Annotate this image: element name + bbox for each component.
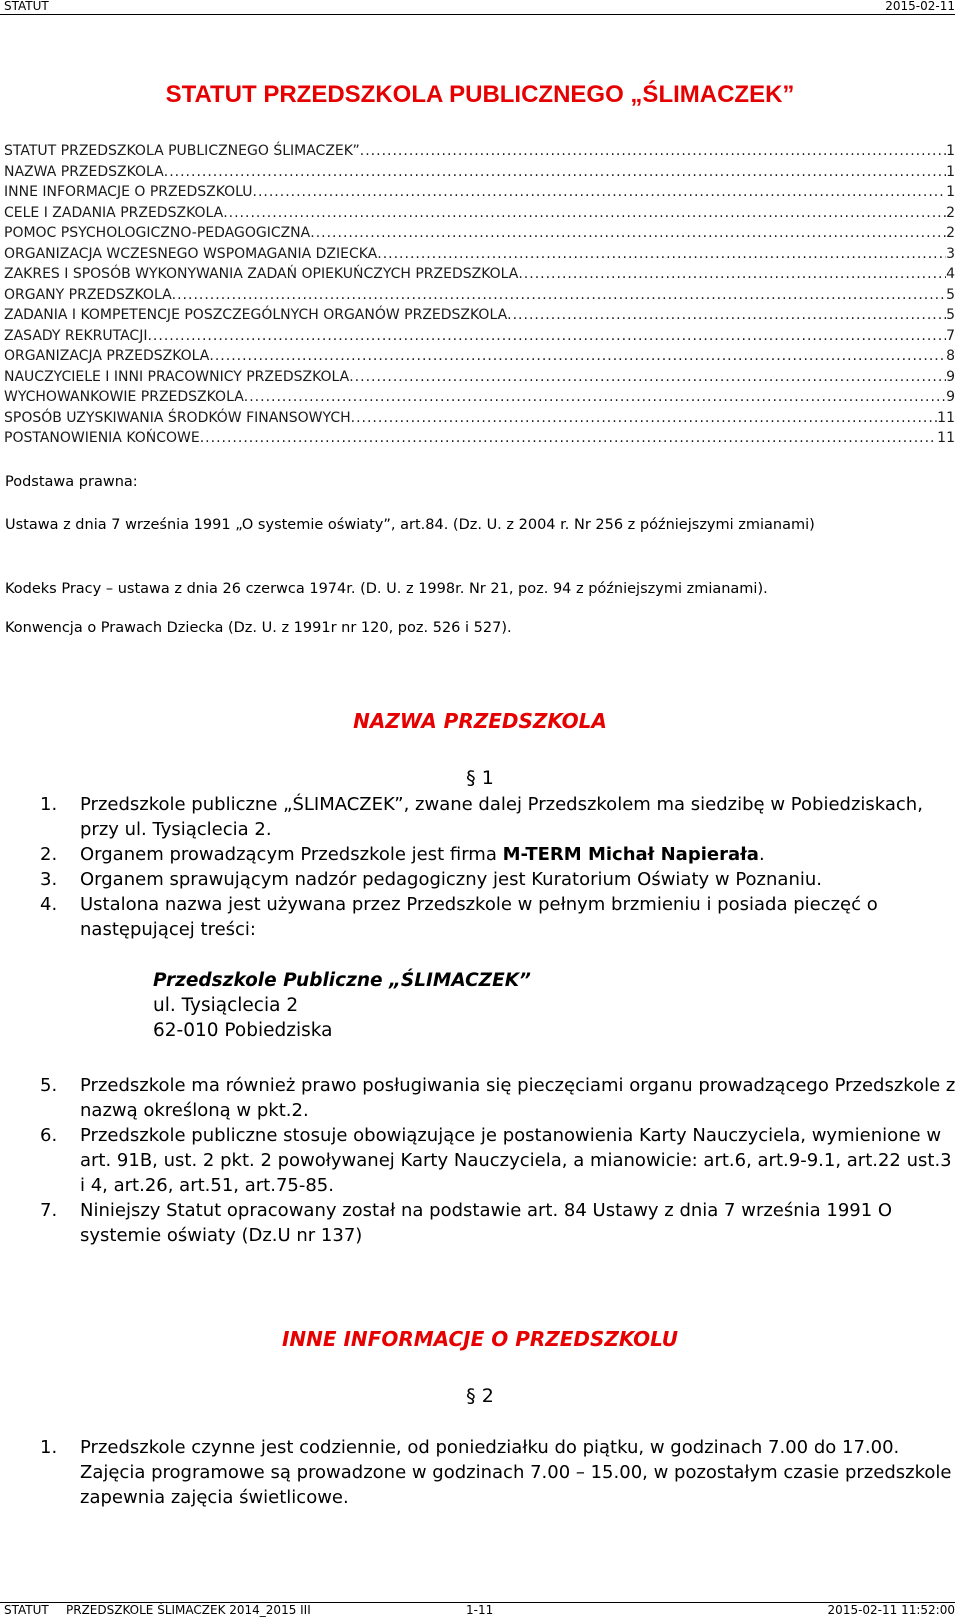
toc-page: 2	[946, 204, 955, 221]
section1-list-b	[40, 1073, 960, 1248]
page-footer	[0, 1602, 955, 1618]
list-item: 1. Przedszkole czynne jest codziennie, od poniedziałku do piątku, w godzinach 7.00 do 17.00. Zajęcia programowe są prowadzone w godzinach 7.00 – 15.00, w pozostałym czasie przedszkole zapewnia zajęcia świetlicowe.	[40, 1437, 952, 1508]
toc-page: 11	[937, 430, 955, 446]
toc-title: WYCHOWANKOWIE PRZEDSZKOLA	[4, 389, 244, 405]
toc-title: ZAKRES I SPOSÓB WYKONYWANIA ZADAŃ OPIEKUŃCZYCH PRZEDSZKOLA	[4, 266, 519, 282]
legal-basis-law-1: Ustawa z dnia 7 września 1991 „O systemie oświaty”, art.84. (Dz. U. z 2004 r. Nr 256 z późniejszymi zmianami)	[5, 517, 815, 533]
toc-title: NAUCZYCIELE I INNI PRACOWNICY PRZEDSZKOLA	[4, 368, 350, 385]
toc-title: NAZWA PRZEDSZKOLA	[4, 163, 164, 180]
toc-entry[interactable]	[4, 367, 955, 388]
operator-name: M-TERM Michał Napierała	[502, 844, 759, 865]
toc-title: CELE I ZADANIA PRZEDSZKOLA	[4, 204, 224, 221]
toc-title: SPOSÓB UZYSKIWANIA ŚRODKÓW FINANSOWYCH	[4, 409, 351, 426]
toc-entry[interactable]	[4, 346, 955, 367]
toc-page: 1	[946, 163, 955, 180]
toc-title: INNE INFORMACJE O PRZEDSZKOLU	[4, 184, 253, 200]
footer-doc: PRZEDSZKOLE ŚLIMACZEK 2014_2015 III	[66, 1603, 311, 1617]
toc-page: 5	[946, 286, 955, 303]
section-heading-other-info: INNE INFORMACJE O PRZEDSZKOLU	[281, 1327, 679, 1351]
toc-entry[interactable]	[4, 162, 955, 183]
toc-entry[interactable]	[4, 182, 955, 203]
toc-entry[interactable]	[4, 285, 955, 306]
toc-page: 9	[946, 389, 955, 405]
toc-entry[interactable]	[4, 223, 955, 244]
list-item: 5. Przedszkole ma również prawo posługiwania się pieczęciami organu prowadzącego Przedszkole z nazwą określoną w pkt.2.	[40, 1075, 956, 1121]
toc-page: 9	[946, 368, 955, 385]
toc-entry[interactable]	[4, 244, 955, 265]
toc-page: 2	[946, 225, 955, 241]
toc-page: 1	[946, 184, 955, 200]
stamp-city: 62-010 Pobiedziska	[153, 1020, 333, 1041]
toc-title: ORGANIZACJA WCZESNEGO WSPOMAGANIA DZIECKA	[4, 245, 378, 262]
table-of-contents	[4, 141, 955, 449]
stamp-text	[153, 968, 531, 1043]
list-item: 6. Przedszkole publiczne stosuje obowiązujące je postanowienia Karty Nauczyciela, wymienione w art. 91B, ust. 2 pkt. 2 powoływanej Karty Nauczyciela, a mianowicie: art.6, art.9-9.1, art.22 ust.3 i 4, art.26, art.51, art.75-85.	[40, 1125, 952, 1196]
toc-entry[interactable]	[4, 408, 955, 429]
legal-basis-heading: Podstawa prawna:	[5, 474, 138, 490]
toc-page: 7	[946, 327, 955, 344]
document-title: STATUT PRZEDSZKOLA PUBLICZNEGO „ŚLIMACZEK”	[165, 81, 795, 108]
list-item: 2. Organem prowadzącym Przedszkole jest firma M-TERM Michał Napierała.	[40, 844, 765, 865]
stamp-name: Przedszkole Publiczne „ŚLIMACZEK”	[153, 970, 531, 991]
toc-entry[interactable]	[4, 141, 955, 162]
toc-entry[interactable]	[4, 305, 955, 326]
toc-entry[interactable]	[4, 264, 955, 285]
toc-entry[interactable]	[4, 326, 955, 347]
paragraph-mark-2: § 2	[466, 1385, 494, 1407]
toc-entry[interactable]	[4, 203, 955, 224]
footer-pages: 1-11	[466, 1603, 494, 1617]
toc-page: 1	[946, 143, 955, 159]
footer-datetime: 2015-02-11 11:52:00	[827, 1603, 955, 1617]
toc-entry[interactable]	[4, 387, 955, 408]
section-heading-name: NAZWA PRZEDSZKOLA	[353, 709, 607, 733]
toc-title: ZASADY REKRUTACJI	[4, 327, 148, 344]
toc-page: 3	[946, 245, 955, 262]
list-item: 3. Organem sprawującym nadzór pedagogiczny jest Kuratorium Oświaty w Poznaniu.	[40, 869, 822, 890]
toc-page: 11	[937, 409, 955, 426]
section2-list	[40, 1435, 960, 1510]
toc-title: ORGANIZACJA PRZEDSZKOLA	[4, 348, 210, 364]
list-item: 7. Niniejszy Statut opracowany został na podstawie art. 84 Ustawy z dnia 7 września 1991 O systemie oświaty (Dz.U nr 137)	[40, 1200, 893, 1246]
legal-basis-law-3: Konwencja o Prawach Dziecka (Dz. U. z 1991r nr 120, poz. 526 i 527).	[5, 620, 512, 636]
list-item: 4. Ustalona nazwa jest używana przez Przedszkole w pełnym brzmieniu i posiada pieczęć o następującej treści:	[40, 894, 878, 940]
section1-list-a	[40, 792, 960, 942]
toc-title: POSTANOWIENIA KOŃCOWE	[4, 430, 200, 446]
toc-title: ORGANY PRZEDSZKOLA	[4, 286, 172, 303]
toc-page: 8	[946, 348, 955, 364]
toc-page: 5	[946, 307, 955, 323]
toc-title: ZADANIA I KOMPETENCJE POSZCZEGÓLNYCH ORGANÓW PRZEDSZKOLA	[4, 307, 508, 323]
paragraph-mark-1: § 1	[466, 767, 494, 789]
legal-basis-law-2: Kodeks Pracy – ustawa z dnia 26 czerwca 1974r. (D. U. z 1998r. Nr 21, poz. 94 z późniejszymi zmianami).	[5, 581, 768, 597]
list-item: 1. Przedszkole publiczne „ŚLIMACZEK”, zwane dalej Przedszkolem ma siedzibę w Pobiedziskach, przy ul. Tysiąclecia 2.	[40, 794, 923, 840]
page-header	[0, 0, 955, 15]
stamp-street: ul. Tysiąclecia 2	[153, 995, 299, 1016]
toc-title: STATUT PRZEDSZKOLA PUBLICZNEGO ŚLIMACZEK”	[4, 143, 360, 159]
toc-page: 4	[946, 266, 955, 282]
footer-left: STATUT	[4, 1603, 49, 1617]
header-left: STATUT	[4, 0, 49, 13]
toc-title: POMOC PSYCHOLOGICZNO-PEDAGOGICZNA	[4, 225, 311, 241]
toc-entry[interactable]	[4, 428, 955, 449]
header-date: 2015-02-11	[885, 0, 955, 13]
